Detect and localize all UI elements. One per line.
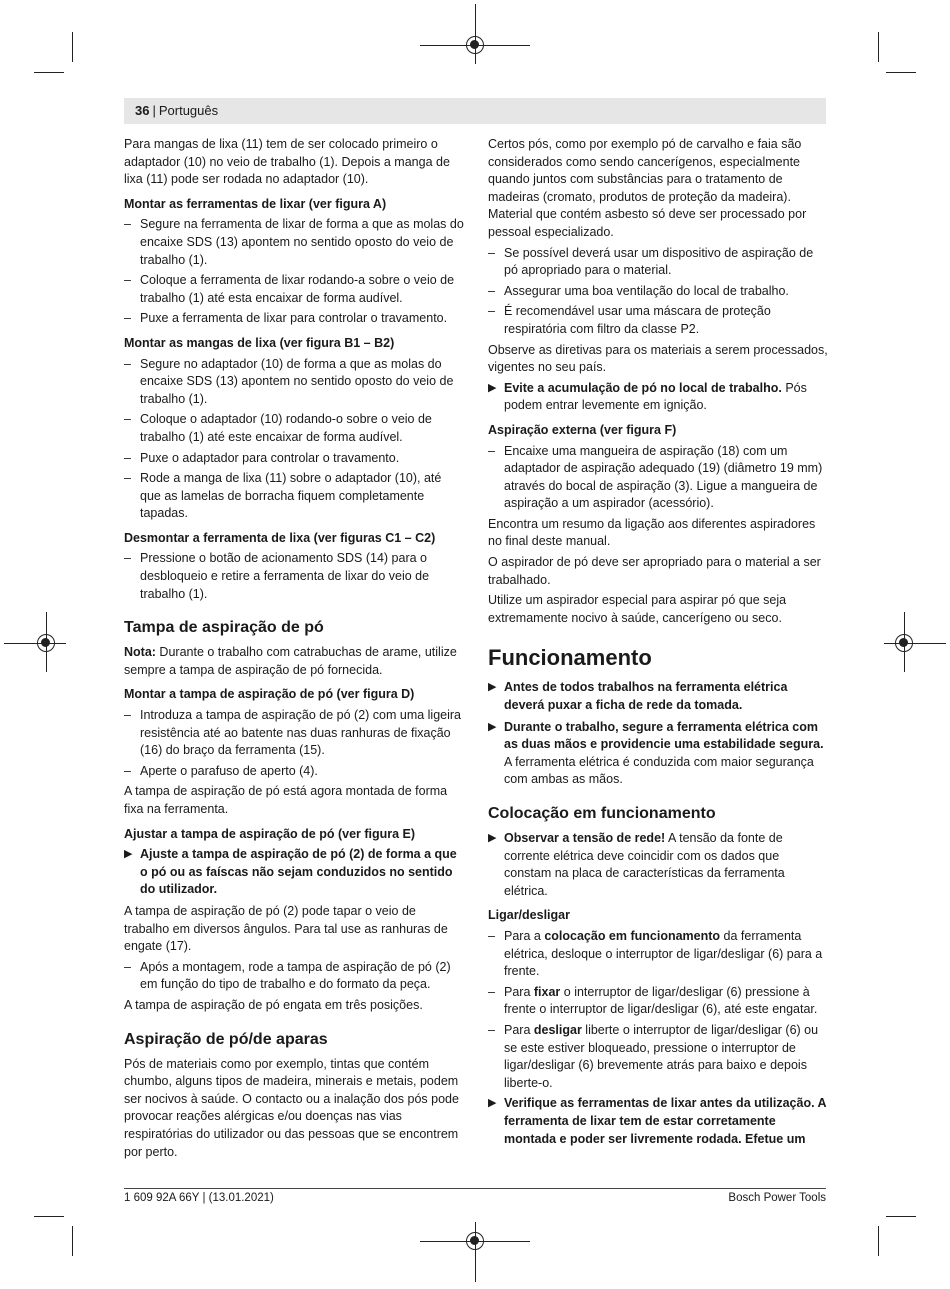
registration-line: [4, 643, 66, 644]
crop-mark: [878, 1226, 879, 1256]
warning-text: Evite a acumulação de pó no local de trabalho.: [504, 380, 782, 395]
registration-mark-icon: [895, 634, 913, 652]
paragraph: A tampa de aspiração de pó engata em três posições.: [124, 997, 423, 1012]
registration-line: [475, 1222, 476, 1282]
intro-paragraph: Para mangas de lixa (11) tem de ser colocado primeiro o adaptador (10) no veio de trabalho (1). Depois a manga de lixa (11) pode ser rodada no adaptador (10).: [124, 137, 450, 187]
footer-brand: Bosch Power Tools: [728, 1192, 826, 1204]
paragraph: Pós de materiais como por exemplo, tintas que contém chumbo, alguns tipos de madeira, minerais e metais, podem ser nocivos à saúde. O contacto ou a inalação dos pós pode provocar reações alérgicas e/ou doenças nas vias respiratórias do utilizador ou das pessoas que se encontrem por perto.: [124, 1056, 459, 1159]
warning-item: [488, 830, 828, 900]
crop-mark: [72, 1226, 73, 1256]
paragraph: Encontra um resumo da ligação aos diferentes aspiradores no final deste manual.: [488, 516, 816, 549]
section-heading-colocacao: Colocação em funcionamento: [488, 805, 716, 822]
footer-divider: [124, 1188, 826, 1189]
warning-item: [488, 679, 828, 714]
paragraph: A tampa de aspiração de pó está agora montada de forma fixa na ferramenta.: [124, 784, 448, 816]
text-run-bold: colocação em funcionamento: [544, 928, 721, 943]
subheading-externa: Aspiração externa (ver figura F): [488, 422, 677, 437]
warning-text: Antes de todos trabalhos na ferramenta elétrica deverá puxar a ficha de rede da tomada.: [504, 680, 788, 713]
page-header: [124, 98, 826, 124]
list-item: – Segure na ferramenta de lixar de forma a que as molas do encaixe SDS (13) apontem no sentido oposto do veio de trabalho (1).: [124, 216, 464, 269]
list-item: – Coloque a ferramenta de lixar rodando-a sobre o veio de trabalho (1) até esta encaixar de forma audível.: [124, 272, 464, 307]
warning-item: [488, 380, 828, 415]
text-run-bold: desligar: [533, 1022, 582, 1037]
text-run: o interruptor de ligar/desligar (6) pressione à frente o interruptor de ligar/desligar (6), até este engatar.: [504, 984, 818, 1017]
warning-item: [124, 846, 464, 899]
warning-text: Observar a tensão de rede!: [504, 831, 666, 845]
crop-mark: [34, 1216, 64, 1217]
note-text: Durante o trabalho com catrabuchas de arame, utilize sempre a tampa de aspiração de pó fornecida.: [124, 645, 457, 677]
left-column: [124, 136, 464, 1164]
warning-detail: Pós podem entrar levemente em ignição.: [504, 380, 807, 413]
warning-detail: A tensão da fonte de corrente elétrica deve coincidir com os dados que constam na placa de características da ferramenta elétrica.: [504, 831, 785, 898]
paragraph: Utilize um aspirador especial para aspirar pó que seja extremamente nocivo à saúde, cancerígeno ou seco.: [488, 593, 787, 625]
text-run: Para a: [504, 928, 545, 943]
warning-item: [488, 719, 828, 789]
footer-document-code: 1 609 92A 66Y | (13.01.2021): [124, 1192, 274, 1204]
language-label: Português: [158, 103, 219, 118]
list-item: – Pressione o botão de acionamento SDS (14) para o desbloqueio e retire a ferramenta de lixar do veio de trabalho (1).: [124, 550, 464, 603]
list-item: [488, 928, 828, 981]
paragraph: O aspirador de pó deve ser apropriado para o material a ser trabalhado.: [488, 555, 821, 587]
registration-mark-icon: [466, 36, 484, 54]
list-item: – Rode a manga de lixa (11) sobre o adaptador (10), até que as lamelas de borracha fiquem completamente tapadas.: [124, 470, 464, 523]
list-item: – É recomendável usar uma máscara de proteção respiratória com filtro da classe P2.: [488, 303, 828, 338]
list-item: – Após a montagem, rode a tampa de aspiração de pó (2) em função do tipo de trabalho e do formato da peça.: [124, 959, 464, 994]
text-run: Para: [504, 1022, 534, 1037]
list-item: – Aperte o parafuso de aperto (4).: [124, 763, 464, 781]
subheading-montar-mangas: Montar as mangas de lixa (ver figura B1 – B2): [124, 335, 395, 350]
warning-text: Durante o trabalho, segure a ferramenta elétrica com as duas mãos e providencie uma estabilidade segura.: [504, 719, 824, 752]
section-heading-aspiracao: Aspiração de pó/de aparas: [124, 1030, 328, 1048]
registration-mark-icon: [466, 1232, 484, 1250]
list-item: – Puxe a ferramenta de lixar para controlar o travamento.: [124, 310, 464, 328]
text-run: liberte o interruptor de ligar/desligar (6) ou se este estiver bloqueado, pressione o interruptor de ligar/desligar (6) brevemente atrás para baixo e depois liberte-o.: [504, 1022, 819, 1090]
list-item: – Puxe o adaptador para controlar o travamento.: [124, 450, 464, 468]
registration-line: [884, 643, 946, 644]
registration-mark-icon: [37, 634, 55, 652]
crop-mark: [878, 32, 879, 62]
subheading-montar-tampa: Montar a tampa de aspiração de pó (ver figura D): [124, 687, 415, 702]
paragraph: Observe as diretivas para os materiais a serem processados, vigentes no seu país.: [488, 342, 828, 375]
registration-line: [475, 4, 476, 64]
list-item: – Segure no adaptador (10) de forma a que as molas do encaixe SDS (13) apontem no sentido oposto do veio de trabalho (1).: [124, 356, 464, 409]
list-item: – Introduza a tampa de aspiração de pó (2) com uma ligeira resistência até ao batente nas duas ranhuras de fixação (16) do braço da ferramenta (15).: [124, 707, 464, 760]
warning-text: Verifique as ferramentas de lixar antes da utilização. A ferramenta de lixar tem de estar corretamente montada e poder ser livremente rodada. Efetue um: [504, 1096, 827, 1146]
header-separator: |: [152, 103, 156, 118]
note-label: Nota:: [124, 645, 156, 660]
list-item: – Coloque o adaptador (10) rodando-o sobre o veio de trabalho (1) até este encaixar de forma audível.: [124, 411, 464, 446]
text-run: Para: [504, 984, 534, 999]
subheading-montar-ferramentas: Montar as ferramentas de lixar (ver figura A): [124, 196, 387, 211]
crop-mark: [886, 72, 916, 73]
crop-mark: [72, 32, 73, 62]
text-run-bold: fixar: [533, 984, 561, 999]
warning-text: Ajuste a tampa de aspiração de pó (2) de forma a que o pó ou as faíscas não sejam conduzidos no sentido do utilizador.: [140, 847, 457, 897]
list-item: – Se possível deverá usar um dispositivo de aspiração de pó apropriado para o material.: [488, 245, 828, 280]
crop-mark: [34, 72, 64, 73]
chapter-heading-funcionamento: Funcionamento: [488, 645, 652, 671]
paragraph: Certos pós, como por exemplo pó de carvalho e faia são considerados como sendo cancerígenos, especialmente quando juntos com substâncias para o tratamento de madeiras (cromato, produtos de proteção da madeira). Material que contém asbesto só deve ser processado por pessoal especializado.: [488, 137, 807, 239]
warning-detail: A ferramenta elétrica é conduzida com maior segurança com ambas as mãos.: [504, 754, 814, 787]
subheading-ligar: Ligar/desligar: [488, 908, 570, 923]
note-paragraph: [124, 644, 464, 679]
list-item: – Assegurar uma boa ventilação do local de trabalho.: [488, 283, 828, 301]
list-item: [488, 1022, 828, 1092]
page-number: 36: [135, 103, 150, 118]
right-column: [488, 136, 828, 1152]
crop-mark: [886, 1216, 916, 1217]
warning-item: [488, 1095, 828, 1148]
subheading-desmontar: Desmontar a ferramenta de lixa (ver figuras C1 – C2): [124, 530, 436, 545]
subheading-ajustar: Ajustar a tampa de aspiração de pó (ver figura E): [124, 826, 416, 841]
list-item: [488, 984, 828, 1019]
paragraph: A tampa de aspiração de pó (2) pode tapar o veio de trabalho em diversos ângulos. Para tal use as ranhuras de engate (17).: [124, 903, 448, 954]
text-run: da ferramenta elétrica, desloque o interruptor de ligar/desligar (6) para a frente.: [504, 928, 823, 979]
section-heading-tampa: Tampa de aspiração de pó: [124, 619, 324, 637]
list-item: – Encaixe uma mangueira de aspiração (18) com um adaptador de aspiração adequado (19) (diâmetro 19 mm) através do bocal de aspiração (3). Ligue a mangueira de aspiração a um aspirador (acessório).: [488, 443, 828, 513]
